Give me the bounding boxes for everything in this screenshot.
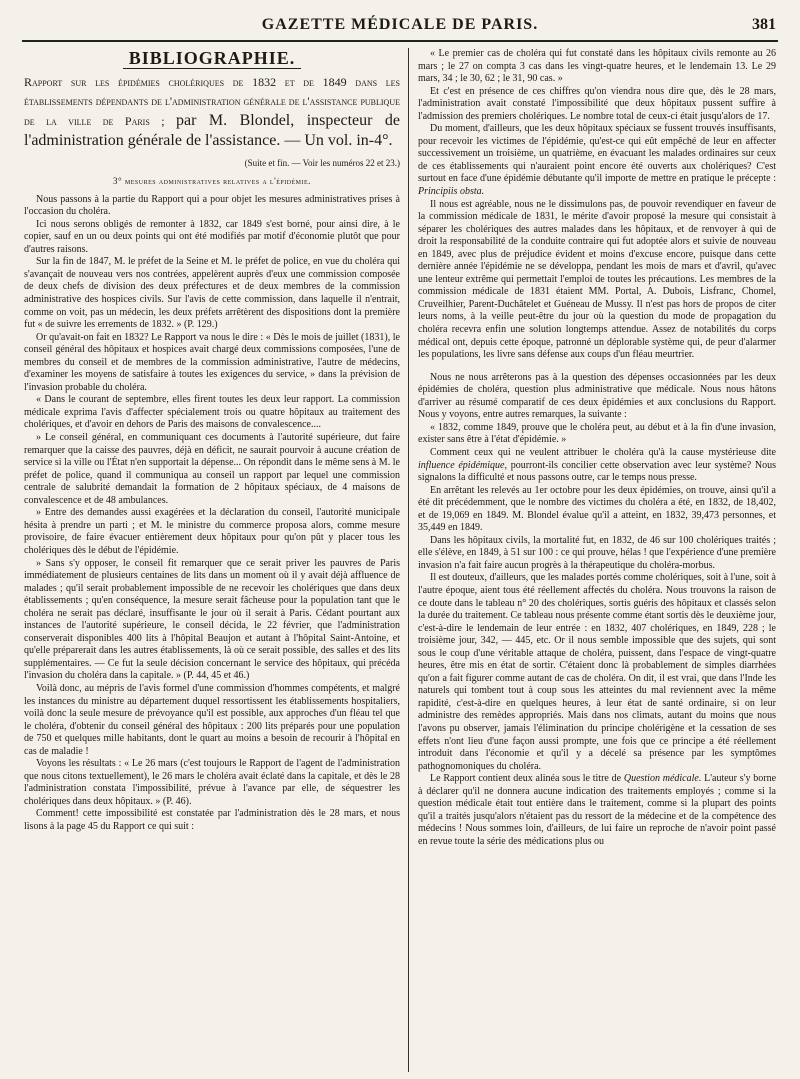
book-title-author: par M. Blondel, inspecteur de l'administration générale de l'assistance. — Un vol. in-4°. (24, 111, 400, 149)
paragraph-text: Du moment, d'ailleurs, que les deux hôpitaux spéciaux se fussent trouvés insuffisants, pour recevoir les victimes de l'épidémie, qu'est-ce qui eût empêché de leur en affecter successivement un troisième, un quatrième, en évacuant les malades ordinaires sur ceux de ces établissements qui n'auraient point encore été ouverts aux cholériques? C'est surtout en face d'une épidémie débutante qu'il importe de mettre en pratique le précepte : (418, 123, 776, 185)
italic-term: influence épidémique, (418, 459, 507, 471)
paragraph: Et c'est en présence de ces chiffres qu'on viendra nous dire que, dès le 28 mars, l'administration avait constaté l'impossibilité que deux hôpitaux pussent suffire à l'admission des premiers cholériques. Le nombre total de ceux-ci était jusqu'alors de 17. (418, 85, 776, 122)
section-title-text: BIBLIOGRAPHIE. (123, 48, 302, 69)
left-column (24, 48, 400, 1072)
book-title-caps: Rapport sur les épidémies cholériques de 1832 et de 1849 dans les établissements dépendants de l'administration générale de l'assistance publique de la ville de Paris ; (24, 74, 400, 128)
paragraph: Ici nous serons obligés de remonter à 1832, car 1849 s'est borné, pour ainsi dire, à le copier, sauf en un ou deux points qui ont été modifiés par motif d'économie plutôt que pour d'autres raisons. (24, 218, 400, 255)
paragraph-text: Le Rapport contient deux alinéa sous le titre de (430, 773, 622, 785)
paragraph: Voyons les résultats : « Le 26 mars (c'est toujours le Rapport de l'agent de l'administration que nous citons textuellement), le 26 mars le choléra avait éclaté dans la capitale, et dès le 28 l'administration constata l'impossibilité, prévue à l'avance par elle, de séquestrer les cholériques dans deux hôpitaux. » (P. 46). (24, 758, 400, 807)
paragraph: » Le conseil général, en communiquant ces documents à l'autorité supérieure, dut faire remarquer que la caisse des pauvres, déjà en déficit, ne saurait pourvoir à aucune création de service si la ville ou l'État n'en supportait la dépense... On répondit dans le même sens à M. le préfet de police, quand il communiqua au conseil un rapport par lequel une commission centrale de salubrité demandait la formation de 2 hôpitaux spéciaux, de 4 maisons de convalescence et de 48 ambulances. (24, 432, 400, 506)
paragraph: Nous ne nous arrêterons pas à la question des dépenses occasionnées par les deux épidémies de choléra, question plus administrative que médicale. Nous nous hâtons d'arriver au résumé comparatif de ces deux épidémies et aux conclusions du Rapport. Nous y voyons, entre autres remarques, la suivante : (418, 371, 776, 421)
paragraph-text: L'auteur s'y borne à déclarer qu'il ne donnera aucune indication des traitements employés ; comme si la question médicale était tout entière dans le traitement, comme si la plupart des points qu'il a traités jusqu'alors n'étaient pas du ressort de la médecine et de la compétence des médecins ! Nous sommes loin, d'ailleurs, de lui faire un reproche de n'avoir point passé en revue toute la série des médications plus ou (418, 773, 776, 847)
paragraph: Voilà donc, au mépris de l'avis formel d'une commission d'hommes compétents, et malgré les instances du ministre au département duquel ressortissent les établissements hospitaliers, voilà donc la seule mesure de prévoyance qu'il est possible, aux approches d'un fléau tel que le choléra, d'obtenir du conseil général des hôpitaux : 200 lits préparés pour une population de 750 et quelques mille habitants, dont le quart au moins a besoin de recourir à l'hôpital en cas de maladie ! (24, 682, 400, 757)
journal-title: GAZETTE MÉDICALE DE PARIS. (261, 16, 539, 33)
paragraph: Il est douteux, d'ailleurs, que les malades portés comme cholériques, soit à l'une, soit à l'autre époque, aient tous été réellement affectés du choléra. Nous trouvons la raison de ce doute dans le tableau n° 20 des cholériques, sortis guéris des hôpitaux et classés selon la durée du traitement. Ce tableau nous présente comme étant sortis dès le deuxième jour, c'est-à-dire le lendemain de leur entrée : en 1832, 407 cholériques, en 1849, 228 ; le troisième jour, 342, — 445, etc. Or il nous semble impossible que des sujets, qui sont sous le coup d'une véritable attaque de choléra, puissent, dans l'espace de vingt-quatre heures, être mis en état de sortir. C'étaient donc là probablement de simples diarrhées qu'on a fait figurer comme autant de cas de choléra. On dit, il est vrai, que dans l'Inde les naturels qui tombent tout à coup sous les atteintes du mal reviennent avec la même rapidité, c'est-à-dire en quelques heures, à leur état de santé ordinaire, si on leur administre des remèdes appropriés. Mais dans nos climats, autant du moins que nous l'avons pu observer, jamais l'élimination du principe cholérigène et la cessation de ses effets n'ont lieu d'une façon aussi prompte, une fois que ce principe a été réellement introduit dans l'économie et qu'il y a décelé sa présence par les symptômes pathognomoniques du choléra. (418, 572, 776, 772)
paragraph: Sur la fin de 1847, M. le préfet de la Seine et M. le préfet de police, en vue du choléra qui s'avançait de nouveau vers nos contrées, appelèrent auprès d'eux une commission composée de deux chefs de division des deux préfectures et de deux membres de la commission administrative des hospices civils. Sur l'avis de cette commission, dans laquelle il n'entrait, comme on voit, pas un médecin, les deux préfets arrêtèrent des dispositions dont la première fut « de suivre les errements de 1832. » (P. 129.) (24, 256, 400, 331)
paragraph: Dans les hôpitaux civils, la mortalité fut, en 1832, de 46 sur 100 cholériques traités ; elle s'élève, en 1849, à 51 sur 100 : ce qui prouve, hélas ! que l'expérience d'une première invasion n'a fait faire aucun progrès à la thérapeutique du choléra-morbus. (418, 534, 776, 571)
paragraph: Comment! cette impossibilité est constatée par l'administration dès le 28 mars, et nous lisons à la page 45 du Rapport ce qui suit : (24, 808, 400, 832)
paragraph: » Sans s'y opposer, le conseil fit remarquer que ce serait priver les pauvres de Paris immédiatement de plusieurs centaines de lits dans un moment où il y avait déjà affluence de malades ; qu'il serait probablement impossible de ne recevoir les cholériques que dans deux établissements ; qu'en conséquence, la mesure serait fâcheuse pour la population tant que le choléra ne serait pas déclaré, insuffisante le jour où il serait à Paris. Cédant pourtant aux instances de l'autorité supérieure, le conseil décida, le 22 février, que l'administration conserverait disponibles 400 lits à l'hôpital Beaujon et autant à l'hôpital Saint-Antoine, et qu'elle préparerait dans les autres établissements, là où ce serait possible, des salles et des lits supplémentaires. — Ce fut la seule décision concernant le service des hôpitaux, qui précéda l'invasion du choléra dans la capitale. » (P. 44, 45 et 46.) (24, 557, 400, 682)
subsection-heading: 3° mesures administratives relatives a l'épidémie. (113, 176, 311, 187)
paragraph (418, 773, 776, 848)
latin-precept: Principiis obsta. (418, 186, 485, 198)
column-divider (408, 48, 409, 1072)
book-title (24, 73, 400, 151)
paragraph-text: Comment ceux qui ne veulent attribuer le choléra qu'à la cause mystérieuse dite (430, 446, 776, 458)
continuation-note: (Suite et fin. — Voir les numéros 22 et 23.) (244, 157, 400, 168)
paragraph (418, 123, 776, 198)
italic-term: Question médicale. (623, 773, 702, 785)
paragraph-text: pourront-ils concilier cette observation avec leur système? Nous signalons la difficulté et nous passons outre, car le temps nous presse. (418, 459, 776, 484)
paragraph: « Dans le courant de septembre, elles firent toutes les deux leur rapport. La commission médicale exprima l'avis d'affecter spécialement trois ou quatre hôpitaux au traitement des cholériques, et d'avoir en dehors de Paris des maisons de convalescence.... (24, 394, 400, 431)
paragraph: Nous passons à la partie du Rapport qui a pour objet les mesures administratives prises à l'occasion du choléra. (24, 193, 400, 218)
paragraph (418, 447, 776, 485)
page-number: 381 (752, 16, 776, 33)
paragraph: « 1832, comme 1849, prouve que le choléra peut, au début et à la fin d'une invasion, exister sans être à l'état d'épidémie. » (418, 421, 776, 446)
page-header (22, 14, 778, 42)
paragraph: En arrêtant les relevés au 1er octobre pour les deux épidémies, on trouve, ainsi qu'il a été dit précédemment, que le nombre des victimes du choléra a été, en 1832, de 18,402, et de 19,069 en 1849. M. Blondel évalue qu'il a atteint, en 1832, 39,473 personnes, et 35,449 en 1849. (418, 484, 776, 534)
paragraph: Or qu'avait-on fait en 1832? Le Rapport va nous le dire : « Dès le mois de juillet (1831), le conseil général des hôpitaux et hospices avait chargé deux commissions composées, l'une de membres du conseil et de membres de la commission administrative, l'autre de médecins, d'examiner les moyens de satisfaire à toutes les exigences du service, » dans la prévision de l'invasion probable du choléra. (24, 331, 400, 393)
section-title (24, 48, 400, 68)
paragraph: » Entre des demandes aussi exagérées et la déclaration du conseil, l'autorité municipale hésita à prendre un parti ; et M. le ministre du commerce proposa alors, comme mesure provisoire, de faire évacuer entièrement deux hôpitaux pour qu'on pût y placer tous les cholériques dès le début de l'épidémie. (24, 507, 400, 556)
paragraph: « Le premier cas de choléra qui fut constaté dans les hôpitaux civils remonte au 26 mars ; le 27 on compta 3 cas dans les vingt-quatre heures, et le lendemain 13. Le 29 mars, 34 ; le 30, 62 ; le 31, 90 cas. » (418, 48, 776, 85)
paragraph: Il nous est agréable, nous ne le dissimulons pas, de pouvoir revendiquer en faveur de la commission médicale de 1831, le mérite d'avoir proposé la mesure qui consistait à séparer les cholériques des autres malades dans les hôpitaux, et de renvoyer à qui de droit la responsabilité de la conduite contraire qui fut adoptée alors et suivie de nouveau en 1849, avec plus de préjudice évident et moins d'excuse encore, puisque dans cette dernière année l'épidémie ne se développa, pendant les mois de mars et d'avril, qu'avec une lenteur extrême qui permettait l'emploi de toutes les précautions. Les membres de la commission médicale de 1831 étaient MM. Portal, A. Dubois, Lisfranc, Chomel, Cruveilhier, Parent-Duchâtelet et Guéneau de Mussy. Il n'est pas hors de propos de citer leurs noms, à la veille peut-être du jour où la question du mode de propagation du choléra recevra enfin une solution longtemps attendue. Assez de notabilités du corps médical ont, depuis cette époque, patronné un déplorable système qui, de peur d'alarmer les populations, les livre sans défense aux coups d'un fléau meurtrier. (418, 198, 776, 361)
right-column (418, 48, 776, 1072)
